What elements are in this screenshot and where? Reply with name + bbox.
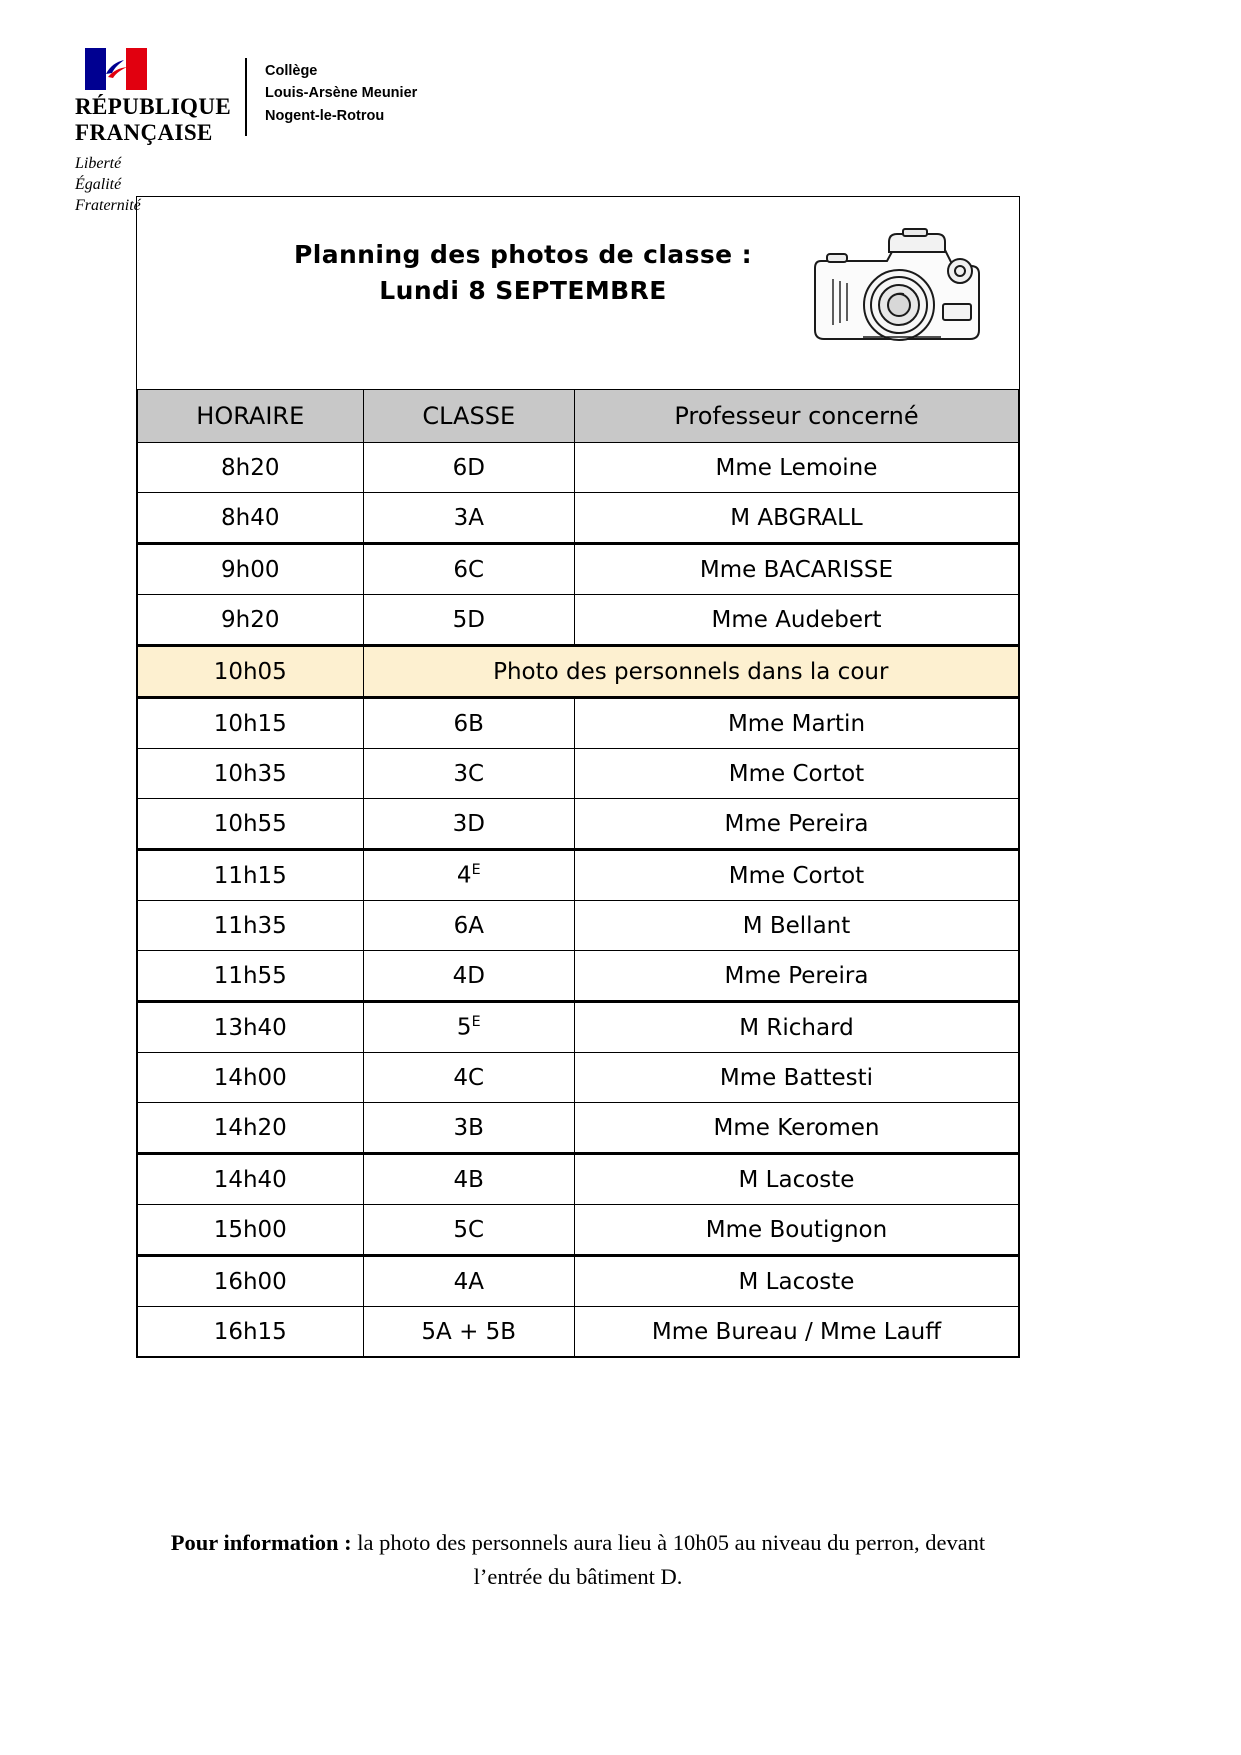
table-row xyxy=(138,1307,1019,1357)
table-row xyxy=(138,799,1019,850)
cell-horaire: 8h40 xyxy=(138,493,364,544)
table-row xyxy=(138,698,1019,749)
table-row xyxy=(138,544,1019,595)
cell-horaire: 14h40 xyxy=(138,1154,364,1205)
table-row xyxy=(138,1002,1019,1053)
cell-classe: 6D xyxy=(363,443,574,493)
cell-professeur: M Lacoste xyxy=(574,1256,1018,1307)
table-header-row xyxy=(138,390,1019,443)
page-title-line2: Lundi 8 SEPTEMBRE xyxy=(379,275,667,305)
republique-line: RÉPUBLIQUE xyxy=(75,94,232,119)
cell-classe-exponent: E xyxy=(471,862,481,879)
cell-professeur: Mme Cortot xyxy=(574,749,1018,799)
cell-classe: 3D xyxy=(363,799,574,850)
cell-professeur: Mme Pereira xyxy=(574,799,1018,850)
page-header xyxy=(75,48,417,216)
column-header-horaire: HORAIRE xyxy=(138,390,364,443)
marianne-block xyxy=(75,48,235,216)
francaise-line: FRANÇAISE xyxy=(75,119,213,145)
republique-francaise-wordmark xyxy=(75,94,235,146)
cell-professeur: Mme Battesti xyxy=(574,1053,1018,1103)
cell-special-note: Photo des personnels dans la cour xyxy=(363,646,1018,698)
table-row xyxy=(138,1154,1019,1205)
cell-professeur: Mme Keromen xyxy=(574,1103,1018,1154)
cell-horaire: 10h05 xyxy=(138,646,364,698)
cell-professeur: M ABGRALL xyxy=(574,493,1018,544)
column-header-classe: CLASSE xyxy=(363,390,574,443)
table-row xyxy=(138,901,1019,951)
establishment-name: Louis-Arsène Meunier xyxy=(265,85,418,102)
column-header-professeur: Professeur concerné xyxy=(574,390,1018,443)
cell-classe: 5C xyxy=(363,1205,574,1256)
devise-egalite: Égalité xyxy=(75,175,122,193)
cell-horaire: 8h20 xyxy=(138,443,364,493)
cell-horaire: 10h55 xyxy=(138,799,364,850)
cell-horaire: 10h15 xyxy=(138,698,364,749)
cell-classe: $5^E$ xyxy=(363,1002,574,1053)
cell-professeur: Mme Martin xyxy=(574,698,1018,749)
cell-classe-exponent: E xyxy=(471,1014,481,1031)
table-row xyxy=(138,850,1019,901)
cell-classe: 3A xyxy=(363,493,574,544)
cell-horaire: 11h15 xyxy=(138,850,364,901)
cell-professeur: Mme Cortot xyxy=(574,850,1018,901)
header-divider xyxy=(245,58,247,136)
table-body xyxy=(138,443,1019,1357)
french-flag-icon xyxy=(85,48,147,90)
page-title-line1: Planning des photos de classe : xyxy=(294,240,752,269)
cell-horaire: 15h00 xyxy=(138,1205,364,1256)
cell-horaire: 16h00 xyxy=(138,1256,364,1307)
establishment-city: Nogent-le-Rotrou xyxy=(265,107,385,124)
cell-classe: 5A + 5B xyxy=(363,1307,574,1357)
table-row xyxy=(138,951,1019,1002)
footnote xyxy=(136,1526,1020,1594)
cell-horaire: 10h35 xyxy=(138,749,364,799)
cell-horaire: 9h20 xyxy=(138,595,364,646)
table-row xyxy=(138,595,1019,646)
cell-horaire: 16h15 xyxy=(138,1307,364,1357)
cell-horaire: 11h35 xyxy=(138,901,364,951)
cell-professeur: Mme Audebert xyxy=(574,595,1018,646)
table-row xyxy=(138,1053,1019,1103)
cell-horaire: 11h55 xyxy=(138,951,364,1002)
cell-classe: 4C xyxy=(363,1053,574,1103)
footnote-label: Pour information : xyxy=(170,1530,352,1555)
cell-classe: 6B xyxy=(363,698,574,749)
table-row xyxy=(138,749,1019,799)
cell-horaire: 9h00 xyxy=(138,544,364,595)
cell-professeur: Mme Pereira xyxy=(574,951,1018,1002)
cell-horaire: 14h20 xyxy=(138,1103,364,1154)
devise-fraternite: Fraternité xyxy=(75,196,141,214)
cell-professeur: M Richard xyxy=(574,1002,1018,1053)
establishment-type: Collège xyxy=(265,63,318,79)
establishment-block xyxy=(265,60,417,127)
camera-icon xyxy=(803,209,1003,369)
cell-professeur: Mme Lemoine xyxy=(574,443,1018,493)
cell-classe: 3C xyxy=(363,749,574,799)
cell-horaire: 14h00 xyxy=(138,1053,364,1103)
cell-classe: 6C xyxy=(363,544,574,595)
cell-professeur: M Lacoste xyxy=(574,1154,1018,1205)
title-area xyxy=(137,197,1019,389)
table-row xyxy=(138,493,1019,544)
cell-horaire: 13h40 xyxy=(138,1002,364,1053)
cell-classe: 4B xyxy=(363,1154,574,1205)
devise-liberte: Liberté xyxy=(75,154,122,172)
planning-frame xyxy=(136,196,1020,1358)
cell-classe: 4D xyxy=(363,951,574,1002)
table-row xyxy=(138,1256,1019,1307)
cell-professeur: Mme Bureau / Mme Lauff xyxy=(574,1307,1018,1357)
table-row xyxy=(138,1103,1019,1154)
cell-classe: 5D xyxy=(363,595,574,646)
cell-professeur: M Bellant xyxy=(574,901,1018,951)
cell-classe: 6A xyxy=(363,901,574,951)
cell-classe: $4^E$ xyxy=(363,850,574,901)
table-head xyxy=(138,390,1019,443)
cell-classe: 4A xyxy=(363,1256,574,1307)
cell-classe: 3B xyxy=(363,1103,574,1154)
planning-table xyxy=(137,389,1019,1357)
table-row xyxy=(138,443,1019,493)
table-row xyxy=(138,1205,1019,1256)
table-row xyxy=(138,646,1019,698)
cell-professeur: Mme Boutignon xyxy=(574,1205,1018,1256)
cell-professeur: Mme BACARISSE xyxy=(574,544,1018,595)
footnote-text: la photo des personnels aura lieu à 10h05 au niveau du perron, devant l’entrée du bâtiment D. xyxy=(351,1530,986,1589)
